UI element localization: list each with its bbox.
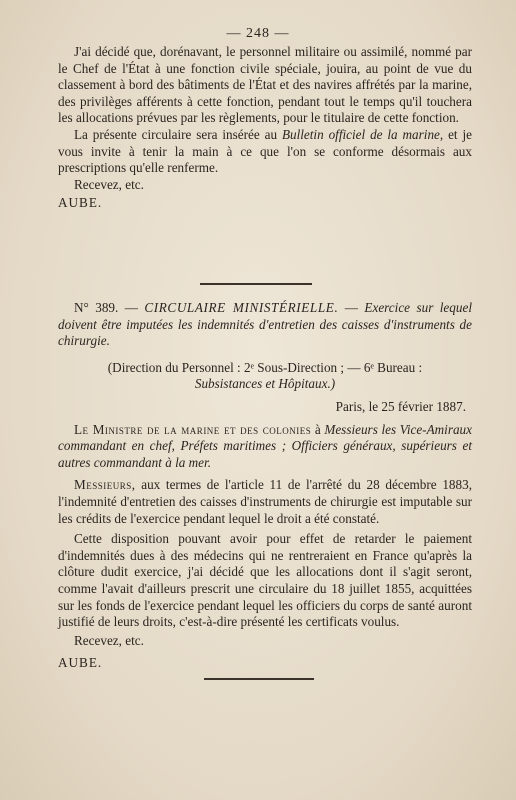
end-divider (204, 678, 314, 680)
place-date: Paris, le 25 février 1887. (335, 398, 466, 414)
circular-type: CIRCULAIRE MINISTÉRIELLE. (144, 300, 339, 315)
closing-formula: Recevez, etc. (74, 632, 144, 648)
circular-subject: Exercice sur lequel doivent être imputées les indemnités d'entretien des caisses d'instruments de chirurgie. (58, 300, 472, 349)
section-divider (200, 283, 312, 285)
paragraph-publication: La présente circulaire sera insérée au Bulletin officiel de la marine, et je vous invite à tenir la main à ce que l'on se conforme désormais aux prescriptions qu'elle renferme. (58, 126, 472, 176)
direction-line-2: Subsistances et Hôpitaux.) (194, 376, 336, 392)
addressee: Le Ministre de la marine et des colonies à Messieurs les Vice-Amiraux commandant en chef, Préfets maritimes ; Officiers généraux, supérieurs et autres commandant à la mer. (58, 421, 472, 470)
signature: AUBE. (58, 195, 103, 211)
closing-formula: Recevez, etc. (74, 176, 144, 192)
paragraph-privileges: J'ai décidé que, dorénavant, le personnel militaire ou assimilé, nommé par le Chef de l'État à une fonction civile spéciale, jouira, au point de vue du classement à bord des bâtiments de l'État et des navires affrétés par la marine, des privilèges afférents à cette fonction, pendant tout le temps qu'il touchera les allocations prévues par les règlements, pour le titulaire de cette fonction. (58, 44, 472, 126)
circular-heading: N° 389. — CIRCULAIRE MINISTÉRIELLE. — Exercice sur lequel doivent être imputées les indemnités d'entretien des caisses d'instruments de chirurgie. (58, 300, 472, 349)
circular-number: N° 389. — (74, 300, 145, 315)
signature: AUBE. (58, 655, 103, 671)
bulletin-title: Bulletin officiel de la marine (281, 126, 440, 142)
first-circular-end (58, 44, 472, 212)
direction-line: (Direction du Personnel : 2ᵉ Sous-Direction ; — 6ᵉ Bureau : (107, 359, 423, 375)
recipients: Messieurs les Vice-Amiraux commandant en chef, Préfets maritimes ; Officiers généraux, supérieurs et autres commandant à la mer. (58, 421, 472, 470)
circular-389 (58, 300, 472, 672)
paragraph-article: Messieurs, aux termes de l'article 11 de l'arrêté du 28 décembre 1883, l'indemnité d'entretien des caisses d'instruments de chirurgie est imputable sur les crédits de l'exercice pendant lequel le droit a été constaté. (58, 477, 472, 526)
page-number: — 248 — (226, 26, 290, 41)
paragraph-disposition: Cette disposition pouvant avoir pour effet de retarder le paiement d'indemnités dues à des médecins qui ne rentreraient en France qu'après la clôture dudit exercice, j'ai décidé que les allocations dont il s'agit seront, comme l'avait d'ailleurs prescrit une circulaire du 18 juillet 1855, acquittées sur les fonds de l'exercice pendant lequel les officiers du corps de santé auront justifié de leurs droits, c'est-à-dire présenté les certificats voulus. (58, 531, 472, 630)
